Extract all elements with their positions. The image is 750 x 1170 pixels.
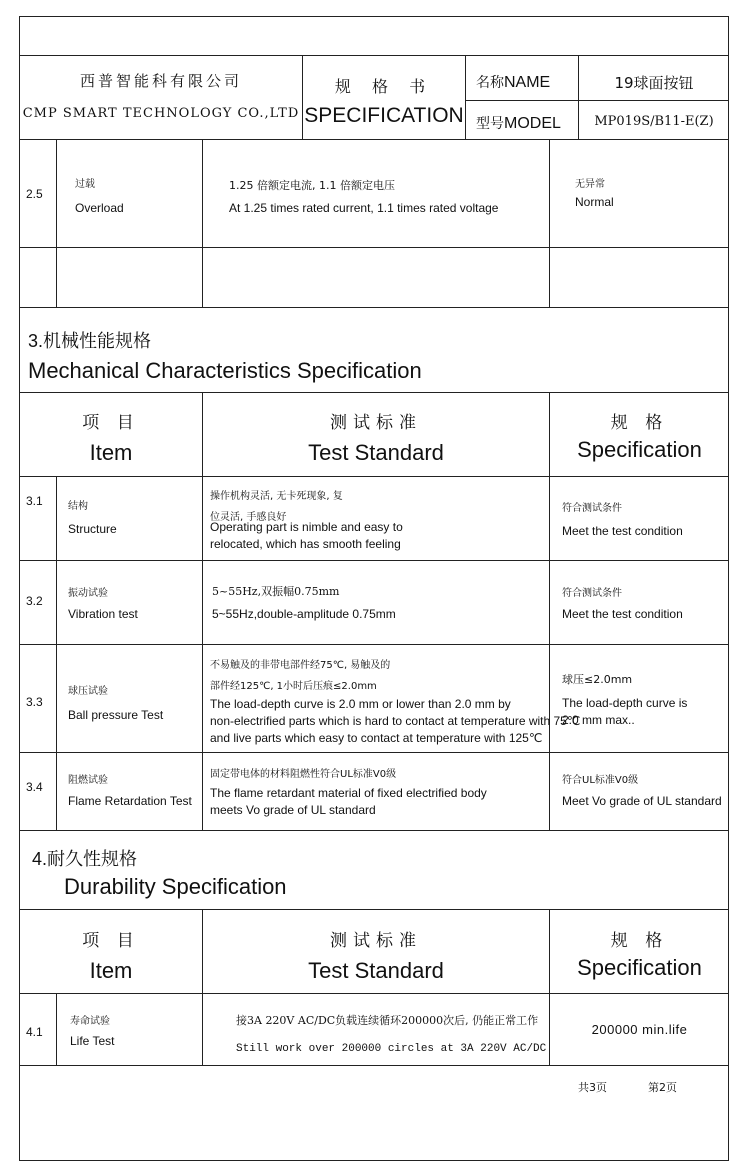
spec-cn: 无异常 (575, 179, 605, 190)
spec-title-en: SPECIFICATION (304, 104, 464, 127)
col-line (549, 476, 550, 830)
col-standard-cn: 测试标准 (330, 413, 422, 433)
spec-en: Meet the test condition (562, 524, 683, 538)
item-cn: 寿命试验 (70, 1016, 110, 1027)
standard-en-line2: non-electrified parts which is hard to contact at temperature with 75℃ (210, 714, 581, 728)
model-label-cn: 型号 (476, 116, 504, 132)
header-mid-line (465, 100, 729, 101)
row-number: 3.3 (26, 695, 43, 709)
standard-en-line2: meets Vo grade of UL standard (210, 803, 376, 817)
spec-en-line1: The load-depth curve is (562, 696, 688, 710)
col-line (56, 139, 57, 307)
header-top-line (19, 55, 729, 56)
spec-cn: 符合测试条件 (562, 588, 622, 599)
standard-en-line1: Operating part is nimble and easy to (210, 520, 403, 534)
section3-title-cn: 3.机械性能规格 (28, 331, 152, 351)
spec-en: Meet Vo grade of UL standard (562, 794, 722, 808)
spec-cn: 符合测试条件 (562, 503, 622, 514)
row-line (19, 993, 729, 994)
standard-en-line1: The load-depth curve is 2.0 mm or lower than 2.0 mm by (210, 697, 511, 711)
item-en: Vibration test (68, 607, 138, 621)
standard-cn: 接3A 220V AC/DC负载连续循环200000次后, 仍能正常工作 (236, 1014, 539, 1027)
model-label (476, 113, 561, 133)
row-line (19, 752, 729, 753)
item-cn: 结构 (68, 501, 88, 512)
row-number: 3.1 (26, 494, 43, 508)
row-line (19, 476, 729, 477)
section-line (19, 909, 729, 910)
standard-en-line1: The flame retardant material of fixed electrified body (210, 786, 487, 800)
row-number: 4.1 (26, 1025, 43, 1039)
header-bottom-line (19, 139, 729, 140)
product-model-value: MP019S/B11-E(Z) (594, 114, 714, 129)
standard-en-line2: relocated, which has smooth feeling (210, 537, 401, 551)
item-cn: 振动试验 (68, 588, 108, 599)
item-cn: 球压试验 (68, 686, 108, 697)
total-pages: 共3页 (578, 1081, 607, 1094)
section-line (19, 392, 729, 393)
col-line (56, 476, 57, 830)
col-line (549, 139, 550, 307)
spec-en-line2: 2.0 mm max.. (562, 713, 635, 727)
standard-cn-line2: 位灵活, 手感良好 (210, 512, 287, 523)
row-line (19, 830, 729, 831)
col-standard-en: Test Standard (308, 440, 444, 465)
page-number: 第2页 (648, 1081, 677, 1094)
standard-cn-line1: 不易触及的非带电部件经75℃, 易触及的 (210, 660, 391, 671)
col-item-en: Item (89, 440, 133, 465)
row-line (19, 644, 729, 645)
col-standard-cn: 测试标准 (330, 931, 422, 951)
row-line (19, 307, 729, 308)
name-label-cn: 名称 (476, 75, 504, 91)
item-en: Flame Retardation Test (68, 794, 192, 808)
col-item-cn: 项 目 (82, 931, 140, 951)
item-en: Ball pressure Test (68, 708, 164, 722)
row-line (19, 560, 729, 561)
section3-title-en: Mechanical Characteristics Specification (28, 358, 422, 383)
item-en: Overload (75, 201, 124, 215)
item-en: Structure (68, 522, 117, 536)
item-en: Life Test (70, 1034, 115, 1048)
model-label-en: MODEL (504, 115, 561, 132)
standard-cn: 5~55Hz,双振幅0.75mm (212, 585, 340, 598)
row-number: 2.5 (26, 187, 43, 201)
col-line (549, 392, 550, 476)
spec-value: 200000 min.life (591, 1022, 688, 1037)
col-spec-cn: 规 格 (610, 413, 669, 433)
section4-title-cn: 4.耐久性规格 (32, 849, 138, 869)
col-spec-en: Specification (577, 955, 702, 980)
row-line (19, 247, 729, 248)
standard-en: Still work over 200000 circles at 3A 220V AC/DC (236, 1043, 547, 1055)
section4-title-en: Durability Specification (64, 874, 287, 899)
col-spec-cn: 规 格 (610, 931, 669, 951)
col-spec-en: Specification (577, 437, 702, 462)
name-label-en: NAME (504, 74, 551, 91)
spec-cn: 球压≤2.0mm (562, 673, 633, 686)
product-name-value: 19球面按钮 (614, 74, 694, 92)
standard-en: At 1.25 times rated current, 1.1 times rated voltage (229, 201, 499, 215)
row-number: 3.2 (26, 594, 43, 608)
col-line (202, 993, 203, 1065)
row-line (19, 1065, 729, 1066)
standard-cn-line2: 部件经125℃, 1小时后压痕≤2.0mm (210, 681, 377, 692)
item-cn: 阻燃试验 (68, 775, 108, 786)
name-label (476, 72, 550, 92)
spec-en: Meet the test condition (562, 607, 683, 621)
spec-title-cn: 规 格 书 (334, 77, 434, 96)
col-line (202, 476, 203, 830)
standard-cn-line1: 操作机构灵活, 无卡死现象, 复 (210, 491, 343, 502)
company-name-cn: 西普智能科有限公司 (79, 72, 242, 90)
row-number: 3.4 (26, 780, 43, 794)
spec-cn: 符合UL标准V0级 (562, 775, 639, 786)
col-item-en: Item (89, 958, 133, 983)
company-name-en: CMP SMART TECHNOLOGY CO.,LTD (22, 106, 300, 121)
col-line (202, 139, 203, 307)
standard-cn: 固定带电体的材料阻燃性符合UL标准V0级 (210, 769, 397, 780)
item-cn: 过载 (75, 179, 95, 190)
col-standard-en: Test Standard (308, 958, 444, 983)
spec-en: Normal (575, 195, 614, 209)
col-line (56, 993, 57, 1065)
standard-en: 5~55Hz,double-amplitude 0.75mm (212, 607, 396, 621)
col-item-cn: 项 目 (82, 413, 140, 433)
header-divider (465, 55, 466, 139)
standard-cn: 1.25 倍额定电流, 1.1 倍额定电压 (229, 179, 395, 192)
standard-en-line3: and live parts which easy to contact at temperature with 125℃ (210, 731, 543, 745)
